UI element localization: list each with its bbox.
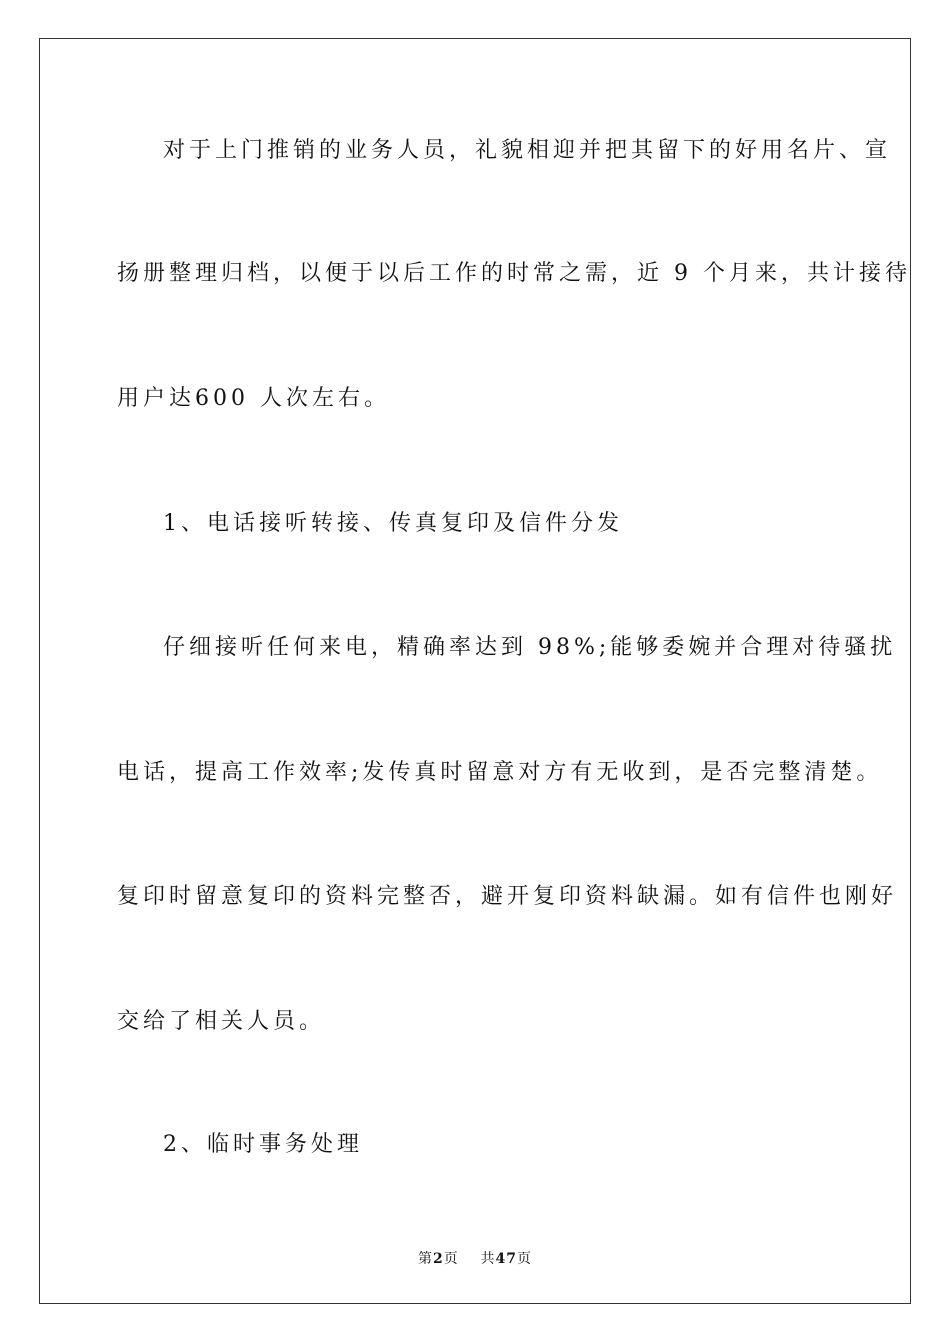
paragraph-line: 复印时留意复印的资料完整否，避开复印资料缺漏。如有信件也刚好 xyxy=(117,884,898,909)
page-border xyxy=(39,38,911,1304)
footer-total-prefix: 共 xyxy=(480,1251,496,1267)
footer-total-suffix: 页 xyxy=(517,1251,533,1267)
total-page-count: 47 xyxy=(495,1251,518,1267)
section-heading: 1、电话接听转接、传真复印及信件分发 xyxy=(163,511,623,536)
paragraph-line: 电话，提高工作效率;发传真时留意对方有无收到，是否完整清楚。 xyxy=(117,760,883,785)
paragraph-line: 扬册整理归档，以便于以后工作的时常之需，近 9 个月来，共计接待 xyxy=(117,261,911,286)
page-footer xyxy=(0,1248,950,1268)
footer-page-suffix: 页 xyxy=(443,1251,459,1267)
section-heading: 2、临时事务处理 xyxy=(163,1132,363,1157)
paragraph-line: 用户达600 人次左右。 xyxy=(117,386,390,411)
paragraph-line: 对于上门推销的业务人员，礼貌相迎并把其留下的好用名片、宣 xyxy=(163,138,892,163)
current-page-number: 2 xyxy=(432,1251,444,1267)
footer-prefix: 第 xyxy=(417,1251,433,1267)
paragraph-line: 交给了相关人员。 xyxy=(117,1009,326,1034)
paragraph-line: 仔细接听任何来电，精确率达到 98%;能够委婉并合理对待骚扰 xyxy=(163,635,897,660)
